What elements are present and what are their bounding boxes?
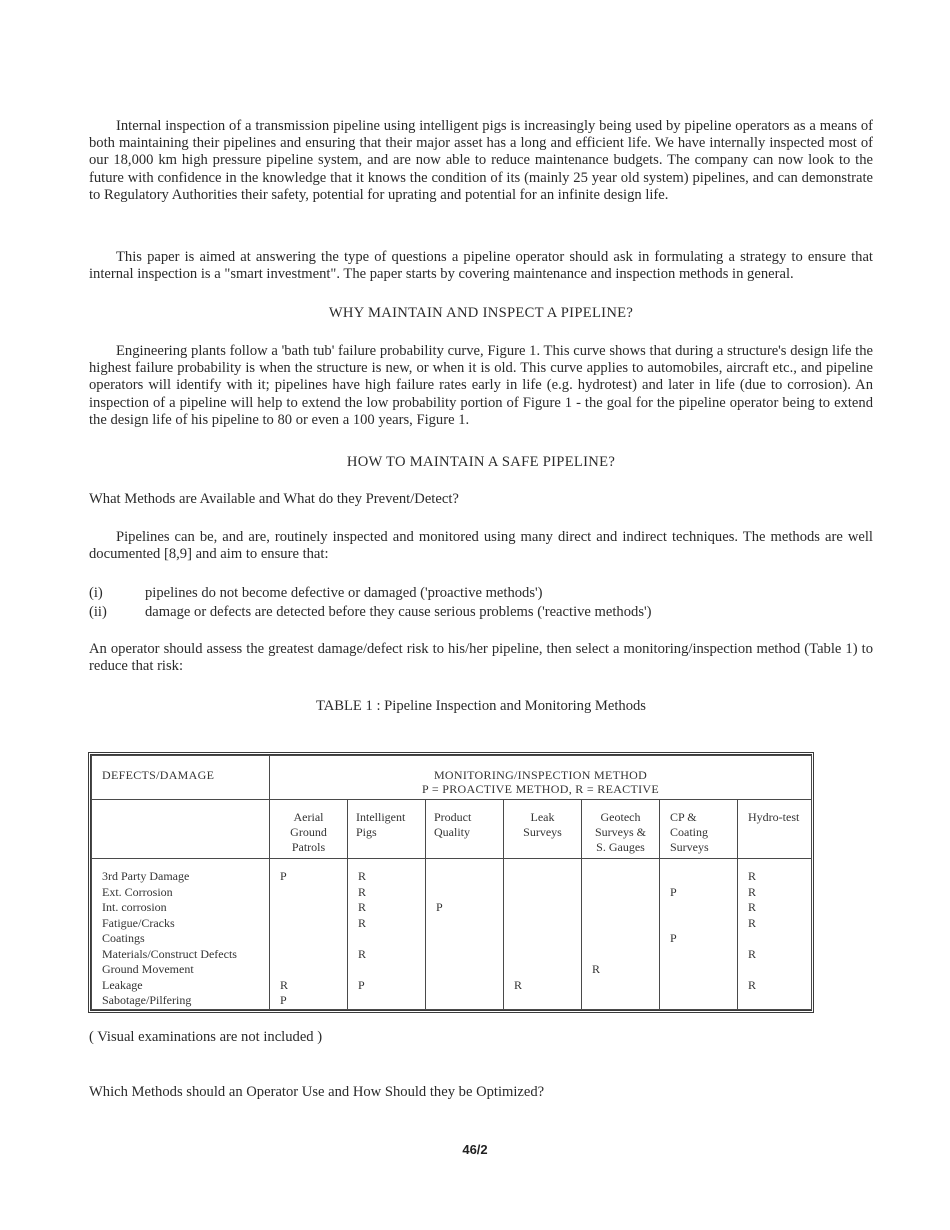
method-mark: P bbox=[670, 931, 677, 945]
method-mark bbox=[436, 962, 503, 978]
method-mark bbox=[592, 916, 659, 932]
subheading-methods-available: What Methods are Available and What do they Prevent/Detect? bbox=[89, 491, 459, 507]
marks-hydro-test bbox=[738, 859, 812, 1010]
method-mark: R bbox=[748, 884, 757, 899]
table-caption: TABLE 1 : Pipeline Inspection and Monitoring Methods bbox=[316, 698, 646, 714]
method-mark: R bbox=[748, 915, 757, 930]
methods-paragraph: Pipelines can be, and are, routinely inspected and monitored using many direct and indirect techniques. The methods are well documented [8,9] and aim to ensure that: bbox=[89, 529, 873, 563]
method-mark bbox=[592, 885, 659, 901]
method-mark: P bbox=[280, 993, 287, 1007]
method-mark: R bbox=[748, 977, 757, 992]
method-mark bbox=[436, 947, 503, 963]
method-mark: P bbox=[358, 977, 365, 992]
method-header-title: MONITORING/INSPECTION METHOD bbox=[433, 768, 648, 782]
method-mark bbox=[670, 993, 737, 1009]
method-mark: R bbox=[514, 977, 523, 992]
defect-name: Ext. Corrosion bbox=[102, 884, 173, 899]
column-header-line: Product bbox=[434, 810, 472, 824]
column-header-product-quality bbox=[426, 800, 504, 859]
method-mark bbox=[280, 962, 347, 978]
subheading-which-methods: Which Methods should an Operator Use and How Should they be Optimized? bbox=[89, 1084, 545, 1100]
method-mark: R bbox=[358, 900, 367, 914]
method-mark bbox=[592, 900, 659, 916]
marks-product-quality bbox=[426, 859, 504, 1010]
method-mark: R bbox=[358, 946, 367, 961]
column-header-line: Surveys bbox=[523, 825, 562, 839]
method-mark bbox=[514, 900, 581, 916]
method-mark bbox=[592, 931, 659, 947]
method-header bbox=[270, 756, 812, 800]
method-mark: R bbox=[358, 869, 367, 883]
list-item-number: (i) bbox=[89, 585, 103, 601]
list-item-text: damage or defects are detected before they cause serious problems ('reactive methods') bbox=[145, 604, 652, 620]
column-header-line: Surveys & bbox=[595, 825, 646, 839]
method-mark: R bbox=[358, 884, 367, 899]
marks-cp-coating bbox=[660, 859, 738, 1010]
defect-name: Coatings bbox=[102, 931, 145, 945]
method-mark bbox=[592, 978, 659, 994]
method-mark: R bbox=[748, 946, 757, 961]
method-mark bbox=[280, 916, 347, 932]
marks-geotech bbox=[582, 859, 660, 1010]
bathtub-paragraph: Engineering plants follow a 'bath tub' failure probability curve, Figure 1. This curve shows that during a structure's design life the highest failure probability is when the structure is new, or when it is old. This curve applies to automobiles, aircraft etc., and pipeline operators will identify with it; pipelines have high failure rates early in life (e.g. hydrotest) and later in life (due to corrosion). An inspection of a pipeline will help to extend the low probability portion of Figure 1 - the goal for the pipeline operator being to extend the design life of his pipeline to 80 or even a 100 years, Figure 1. bbox=[89, 343, 873, 428]
method-mark: R bbox=[358, 915, 367, 930]
column-header-aerial bbox=[270, 800, 348, 859]
method-mark bbox=[436, 931, 503, 947]
method-mark bbox=[436, 916, 503, 932]
method-mark bbox=[670, 900, 737, 916]
method-mark: P bbox=[670, 884, 677, 899]
defect-names-cell bbox=[92, 859, 270, 1010]
column-header-line: S. Gauges bbox=[596, 840, 645, 854]
method-mark bbox=[514, 885, 581, 901]
method-mark bbox=[358, 962, 425, 978]
method-mark bbox=[748, 931, 811, 947]
method-mark bbox=[592, 947, 659, 963]
list-item-number: (ii) bbox=[89, 604, 107, 620]
defect-name: 3rd Party Damage bbox=[102, 869, 190, 883]
list-item-text: pipelines do not become defective or damaged ('proactive methods') bbox=[145, 585, 543, 601]
defect-name: Sabotage/Pilfering bbox=[102, 993, 192, 1007]
column-header-line: Patrols bbox=[291, 840, 326, 854]
method-mark: R bbox=[748, 900, 757, 914]
method-mark bbox=[280, 931, 347, 947]
method-mark: P bbox=[436, 900, 443, 914]
marks-leak-surveys bbox=[504, 859, 582, 1010]
intro-paragraph: Internal inspection of a transmission pipeline using intelligent pigs is increasingly being used by pipeline operators as a means of both maintaining their pipelines and ensuring that their major asset has a long and efficient life. We have internally inspected most of our 18,000 km high pressure pipeline system, and are now able to reduce maintenance budgets. The company can now look to the future with confidence in the knowledge that it knows the condition of its (mainly 25 year old system) pipelines, and can demonstrate to Regulatory Authorities their safety, potential for uprating and potential for an infinite design life. bbox=[89, 118, 873, 203]
column-header-line: Aerial bbox=[293, 810, 324, 824]
page-number: 46/2 bbox=[462, 1142, 488, 1157]
method-mark bbox=[280, 947, 347, 963]
section-heading-why-maintain: WHY MAINTAIN AND INSPECT A PIPELINE? bbox=[328, 305, 634, 321]
method-mark: R bbox=[592, 962, 601, 976]
method-header-legend: P = PROACTIVE METHOD, R = REACTIVE bbox=[422, 782, 660, 796]
column-header-line: Hydro-test bbox=[748, 810, 800, 824]
method-mark bbox=[358, 993, 425, 1009]
method-mark bbox=[514, 916, 581, 932]
column-header-leak-surveys bbox=[504, 800, 582, 859]
methods-table bbox=[88, 752, 814, 1013]
column-header-cp-coating bbox=[660, 800, 738, 859]
method-mark bbox=[514, 931, 581, 947]
column-header-line: Ground bbox=[290, 825, 327, 839]
column-header-line: Intelligent bbox=[356, 810, 406, 824]
column-header-line: Geotech bbox=[600, 810, 641, 824]
section-heading-how-to-maintain: HOW TO MAINTAIN A SAFE PIPELINE? bbox=[346, 454, 616, 470]
method-mark bbox=[514, 962, 581, 978]
method-mark bbox=[514, 869, 581, 885]
method-mark bbox=[592, 869, 659, 885]
empty-cell bbox=[92, 800, 270, 859]
method-mark bbox=[748, 993, 811, 1009]
defect-name: Materials/Construct Defects bbox=[102, 946, 237, 961]
operator-paragraph: An operator should assess the greatest damage/defect risk to his/her pipeline, then select a monitoring/inspection method (Table 1) to reduce that risk: bbox=[89, 641, 873, 675]
column-header-line: Pigs bbox=[356, 825, 377, 839]
defects-header: DEFECTS/DAMAGE bbox=[92, 756, 270, 800]
table-body-row bbox=[92, 859, 812, 1010]
method-mark bbox=[592, 993, 659, 1009]
method-mark bbox=[670, 962, 737, 978]
method-mark bbox=[358, 931, 425, 947]
method-mark bbox=[436, 993, 503, 1009]
method-mark bbox=[670, 947, 737, 963]
method-mark bbox=[670, 916, 737, 932]
method-mark bbox=[280, 900, 347, 916]
marks-aerial bbox=[270, 859, 348, 1010]
defect-name: Int. corrosion bbox=[102, 900, 167, 914]
column-header-line: Surveys bbox=[670, 840, 709, 854]
method-mark bbox=[514, 947, 581, 963]
defect-name: Fatigue/Cracks bbox=[102, 915, 175, 930]
column-header-line: Quality bbox=[434, 825, 470, 839]
defect-name: Leakage bbox=[102, 977, 143, 992]
method-mark bbox=[280, 885, 347, 901]
table-note: ( Visual examinations are not included ) bbox=[89, 1029, 323, 1045]
method-mark: R bbox=[280, 977, 289, 992]
table-columns-row bbox=[92, 800, 812, 859]
column-header-line: CP & bbox=[670, 810, 697, 824]
column-header-intelligent-pigs bbox=[348, 800, 426, 859]
defect-name: Ground Movement bbox=[102, 962, 194, 976]
method-mark bbox=[748, 962, 811, 978]
method-mark bbox=[436, 885, 503, 901]
method-mark: P bbox=[280, 869, 287, 883]
method-mark bbox=[670, 869, 737, 885]
method-mark bbox=[436, 869, 503, 885]
column-header-hydro-test bbox=[738, 800, 812, 859]
aim-paragraph: This paper is aimed at answering the type of questions a pipeline operator should ask in formulating a strategy to ensure that internal inspection is a "smart investment". The paper starts by covering maintenance and inspection methods in general. bbox=[89, 249, 873, 283]
method-mark bbox=[436, 978, 503, 994]
method-mark bbox=[670, 978, 737, 994]
method-mark bbox=[514, 993, 581, 1009]
table-header-row bbox=[92, 756, 812, 800]
method-mark: R bbox=[748, 869, 757, 883]
column-header-line: Leak bbox=[530, 810, 555, 824]
column-header-geotech bbox=[582, 800, 660, 859]
marks-intelligent-pigs bbox=[348, 859, 426, 1010]
column-header-line: Coating bbox=[670, 825, 708, 839]
